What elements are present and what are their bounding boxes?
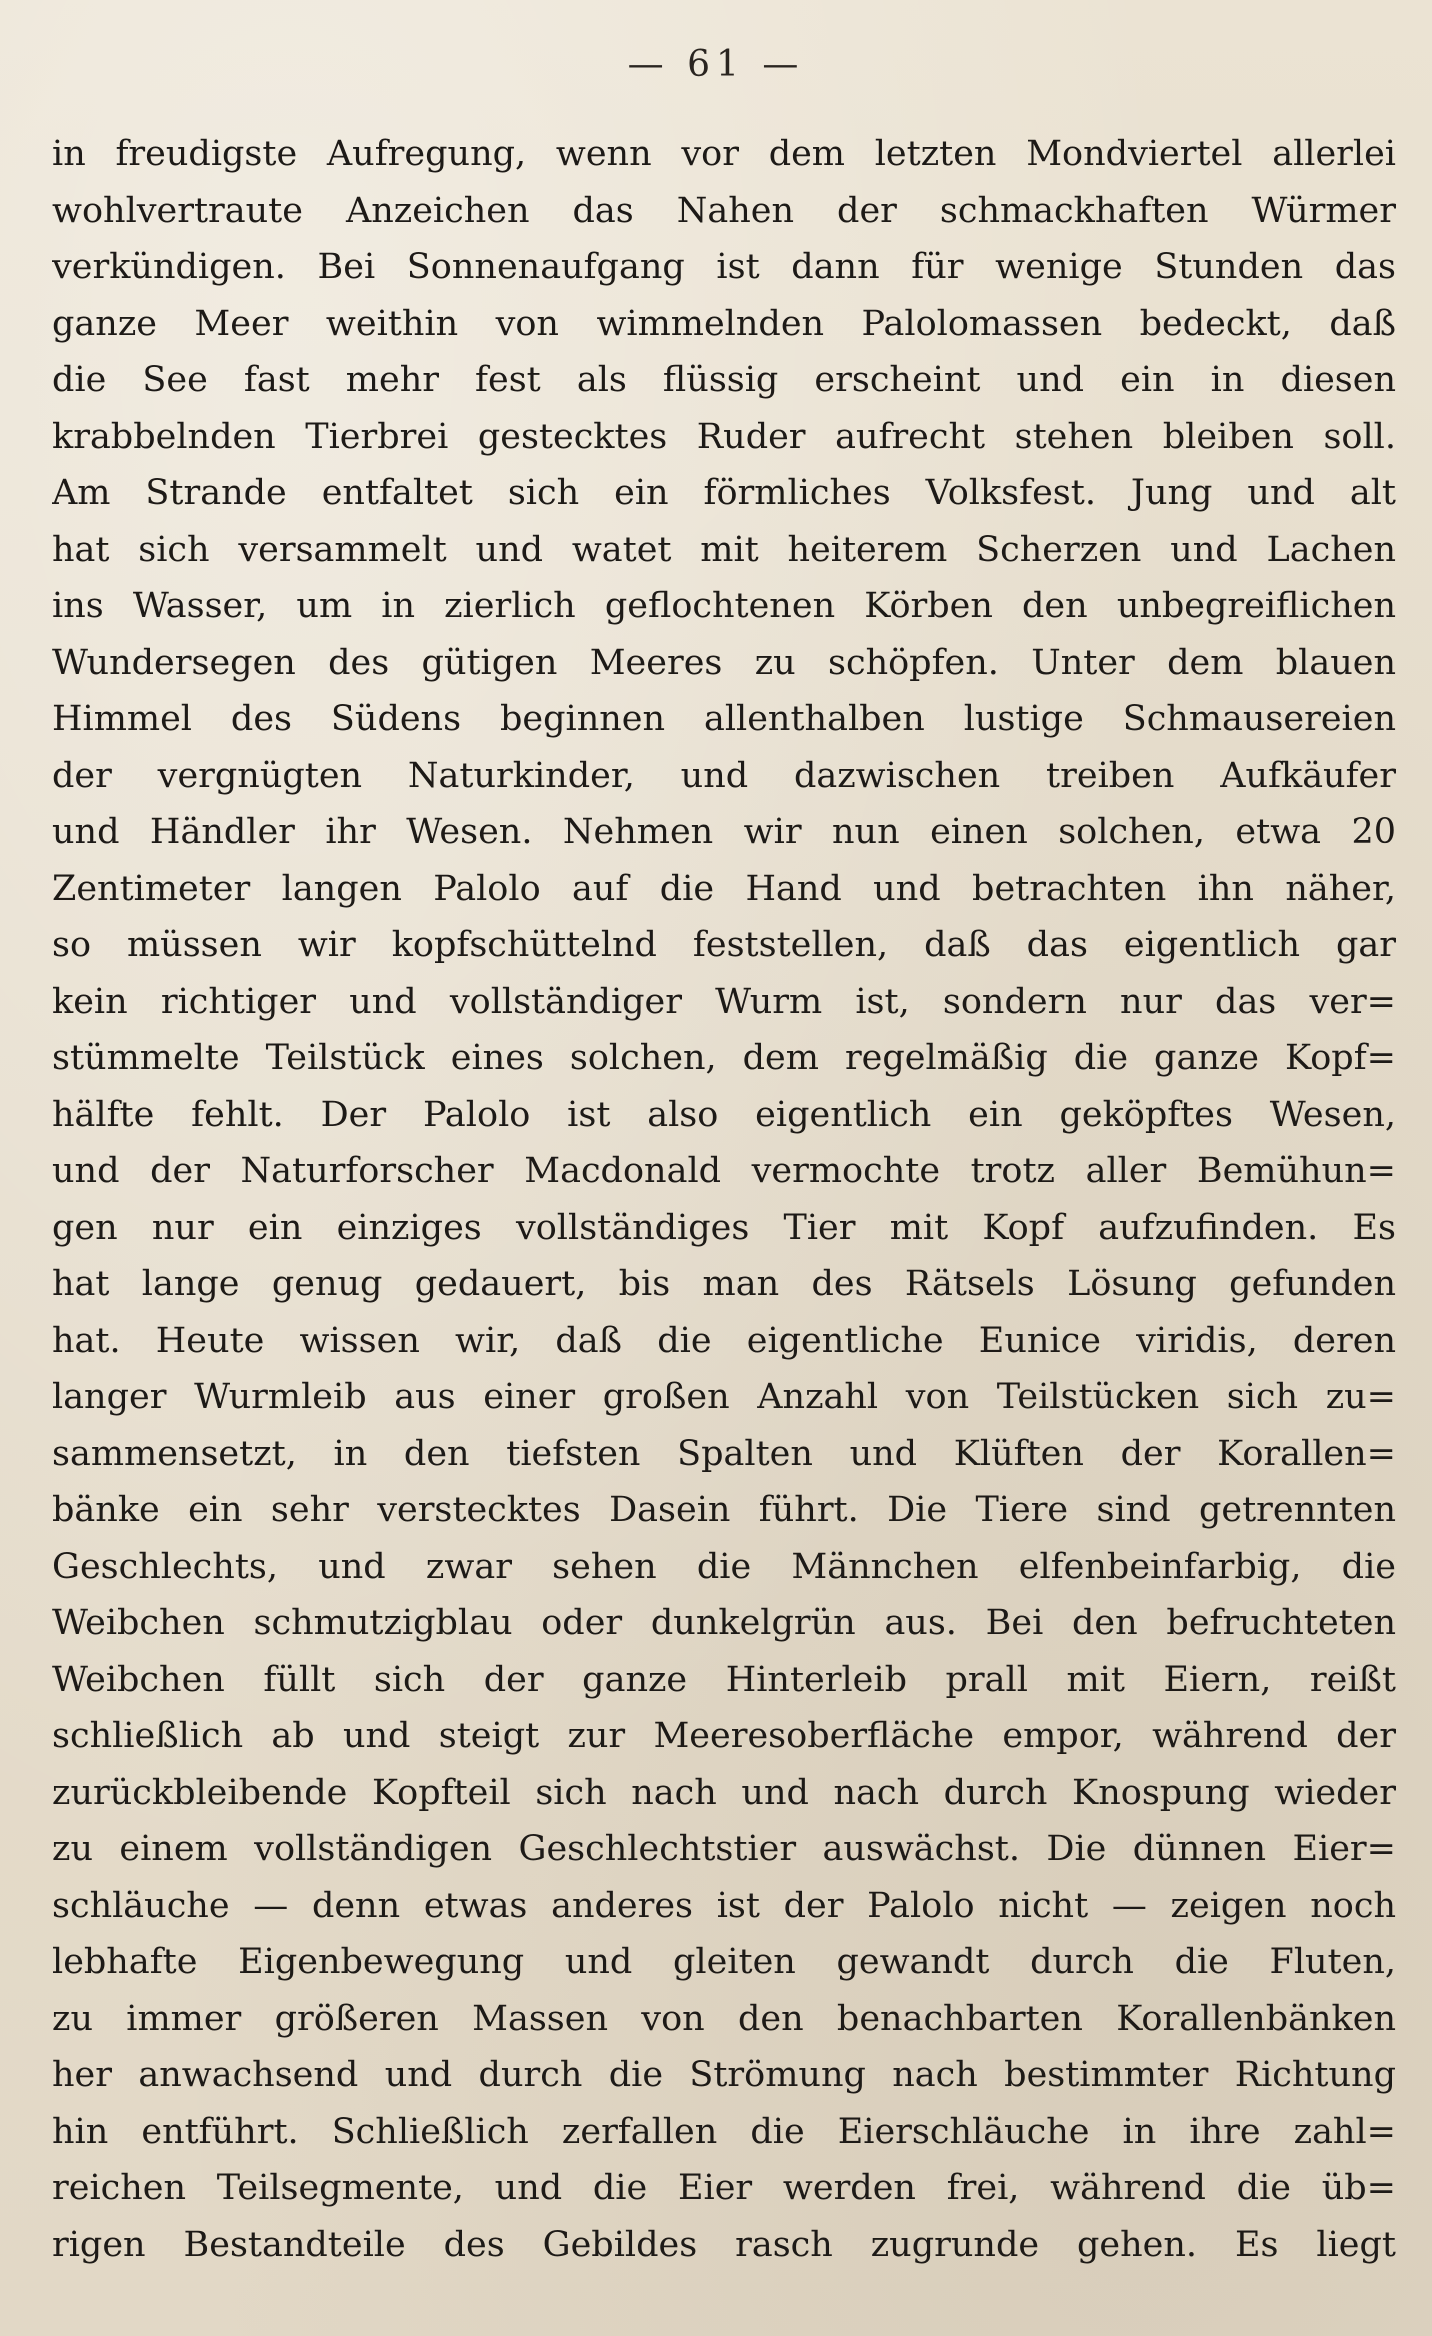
text-line: verkündigen. Bei Sonnenaufgang ist dann für wenige Stunden das xyxy=(52,247,1396,287)
text-line: der vergnügten Naturkinder, und dazwischen treiben Aufkäufer xyxy=(52,755,1396,796)
text-line: sammensetzt, in den tiefsten Spalten und Klüften der Korallen= xyxy=(52,1433,1396,1474)
text-line: Wundersegen des gütigen Meeres zu schöpfen. Unter dem blauen xyxy=(52,642,1396,683)
text-line: Geschlechts, und zwar sehen die Männchen elfenbeinfarbig, die xyxy=(52,1546,1396,1587)
text-line: lebhafte Eigenbewegung und gleiten gewandt durch die Fluten, xyxy=(52,1942,1396,1982)
text-line: Weibchen füllt sich der ganze Hinterleib prall mit Eiern, reißt xyxy=(52,1659,1396,1700)
text-line: Weibchen schmutzigblau oder dunkelgrün aus. Bei den befruchteten xyxy=(52,1603,1396,1643)
text-line: Am Strande entfaltet sich ein förmliches Volksfest. Jung und alt xyxy=(52,473,1396,513)
text-line: zu immer größeren Massen von den benachbarten Korallenbänken xyxy=(52,1998,1396,2039)
text-line: stümmelte Teilstück eines solchen, dem regelmäßig die ganze Kopf= xyxy=(52,1038,1396,1078)
text-line: und der Naturforscher Macdonald vermochte trotz aller Bemühun= xyxy=(52,1151,1396,1191)
text-line: zu einem vollständigen Geschlechtstier auswächst. Die dünnen Eier= xyxy=(52,1829,1396,1869)
text-line: hat. Heute wissen wir, daß die eigentliche Eunice viridis, deren xyxy=(52,1320,1396,1361)
text-line: bänke ein sehr verstecktes Dasein führt. Die Tiere sind getrennten xyxy=(52,1490,1396,1530)
text-line: so müssen wir kopfschüttelnd feststellen, daß das eigentlich gar xyxy=(52,925,1396,965)
text-line: hat lange genug gedauert, bis man des Rätsels Lösung gefunden xyxy=(52,1264,1396,1304)
body-text xyxy=(52,126,1396,2273)
text-line: hin entführt. Schließlich zerfallen die Eierschläuche in ihre zahl= xyxy=(52,2111,1396,2152)
text-line: schläuche — denn etwas anderes ist der Palolo nicht — zeigen noch xyxy=(52,1885,1396,1926)
text-line: die See fast mehr fest als flüssig erscheint und ein in diesen xyxy=(52,360,1396,400)
text-line: wohlvertraute Anzeichen das Nahen der schmackhaften Würmer xyxy=(52,190,1396,231)
text-line: kein richtiger und vollständiger Wurm ist, sondern nur das ver= xyxy=(52,981,1396,1022)
text-line: zurückbleibende Kopfteil sich nach und nach durch Knospung wieder xyxy=(52,1772,1396,1813)
text-line: hat sich versammelt und watet mit heiterem Scherzen und Lachen xyxy=(52,529,1396,570)
text-line: rigen Bestandteile des Gebildes rasch zugrunde gehen. Es liegt xyxy=(52,2224,1396,2265)
text-line: Zentimeter langen Palolo auf die Hand und betrachten ihn näher, xyxy=(52,868,1396,909)
text-line: gen nur ein einziges vollständiges Tier mit Kopf aufzufinden. Es xyxy=(52,1207,1396,1248)
text-line: hälfte fehlt. Der Palolo ist also eigentlich ein geköpftes Wesen, xyxy=(52,1094,1396,1135)
text-line: ins Wasser, um in zierlich geflochtenen Körben den unbegreiflichen xyxy=(52,586,1396,626)
page-number: — 61 — xyxy=(627,44,805,85)
text-line: Himmel des Südens beginnen allenthalben lustige Schmausereien xyxy=(52,699,1396,739)
text-line: in freudigste Aufregung, wenn vor dem letzten Mondviertel allerlei xyxy=(52,134,1396,174)
text-line: krabbelnden Tierbrei gestecktes Ruder aufrecht stehen bleiben soll. xyxy=(52,416,1396,457)
text-line: reichen Teilsegmente, und die Eier werden frei, während die üb= xyxy=(52,2168,1396,2208)
text-line: langer Wurmleib aus einer großen Anzahl von Teilstücken sich zu= xyxy=(52,1377,1396,1417)
text-line: und Händler ihr Wesen. Nehmen wir nun einen solchen, etwa 20 xyxy=(52,812,1396,852)
text-line: her anwachsend und durch die Strömung nach bestimmter Richtung xyxy=(52,2055,1396,2095)
text-line: schließlich ab und steigt zur Meeresoberfläche empor, während der xyxy=(52,1716,1396,1756)
text-line: ganze Meer weithin von wimmelnden Palolomassen bedeckt, daß xyxy=(52,303,1396,344)
